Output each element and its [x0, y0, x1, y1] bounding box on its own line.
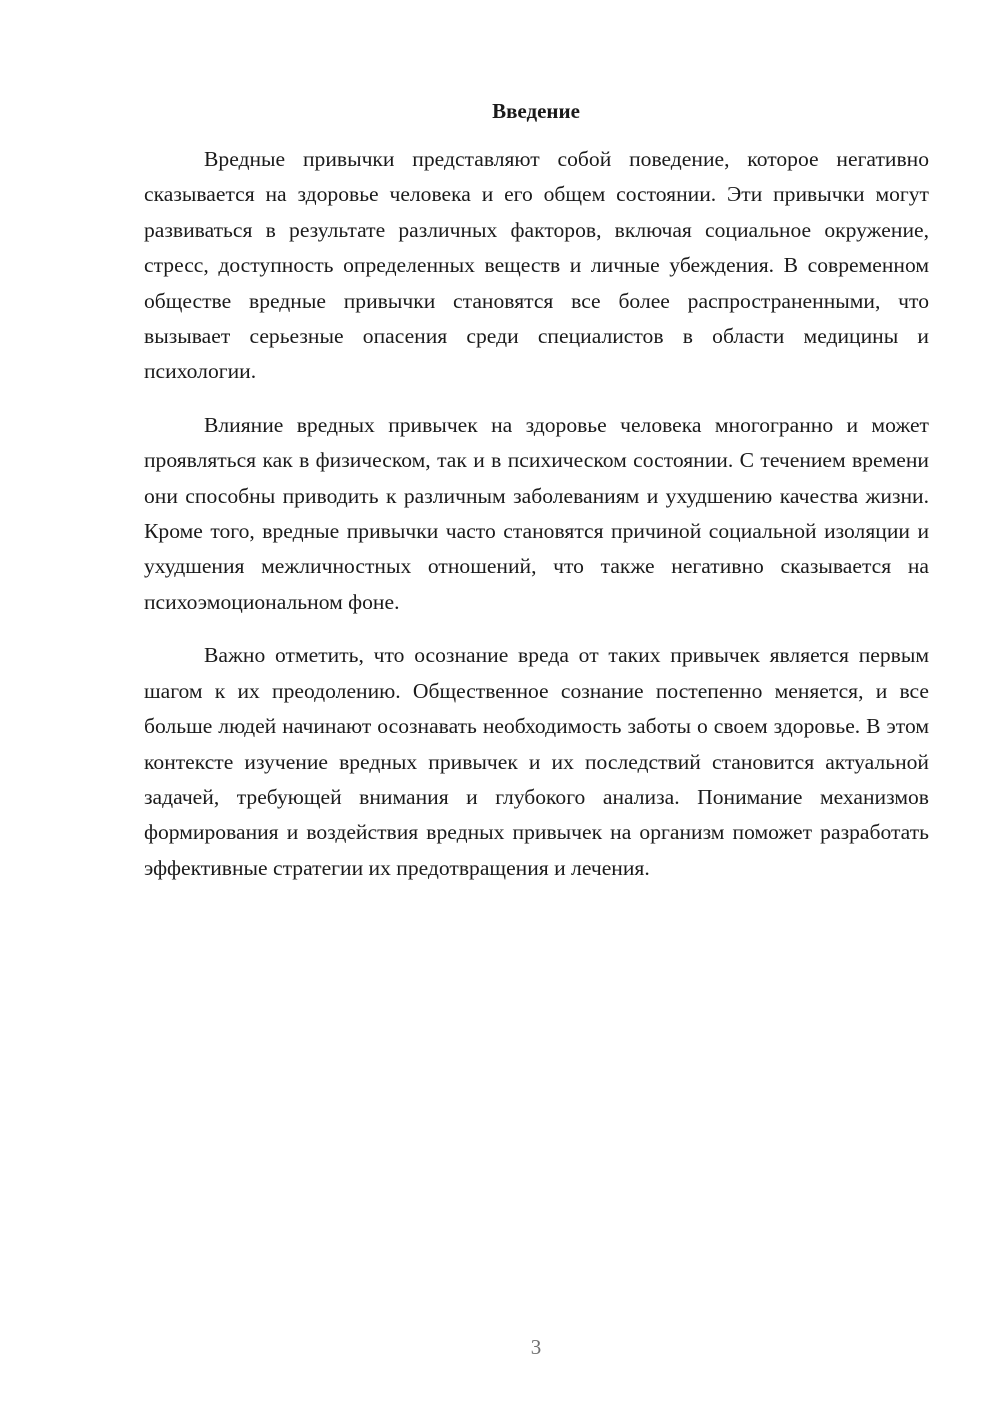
paragraph-3: Важно отметить, что осознание вреда от таких привычек является первым шагом к их преодолению. Общественное сознание постепенно меняется, и все больше людей начинают осознавать необходимость заботы о своем здоровье. В этом контексте изучение вредных привычек и их последствий становится актуальной задачей, требующей внимания и глубокого анализа. Понимание механизмов формирования и воздействия вредных привычек на организм поможет разработать эффективные стратегии их предотвращения и лечения. [144, 643, 929, 880]
page-number: 3 [530, 1335, 542, 1359]
section-title: Введение [492, 99, 580, 123]
body-text [144, 142, 929, 904]
paragraph-2: Влияние вредных привычек на здоровье человека многогранно и может проявляться как в физическом, так и в психическом состоянии. С течением времени они способны приводить к различным заболеваниям и ухудшению качества жизни. Кроме того, вредные привычки часто становятся причиной социальной изоляции и ухудшения межличностных отношений, что также негативно сказывается на психоэмоциональном фоне. [144, 412, 929, 614]
paragraph-1: Вредные привычки представляют собой поведение, которое негативно сказывается на здоровье человека и его общем состоянии. Эти привычки могут развиваться в результате различных факторов, включая социальное окружение, стресс, доступность определенных веществ и личные убеждения. В современном обществе вредные привычки становятся все более распространенными, что вызывает серьезные опасения среди специалистов в области медицины и психологии. [144, 147, 929, 384]
